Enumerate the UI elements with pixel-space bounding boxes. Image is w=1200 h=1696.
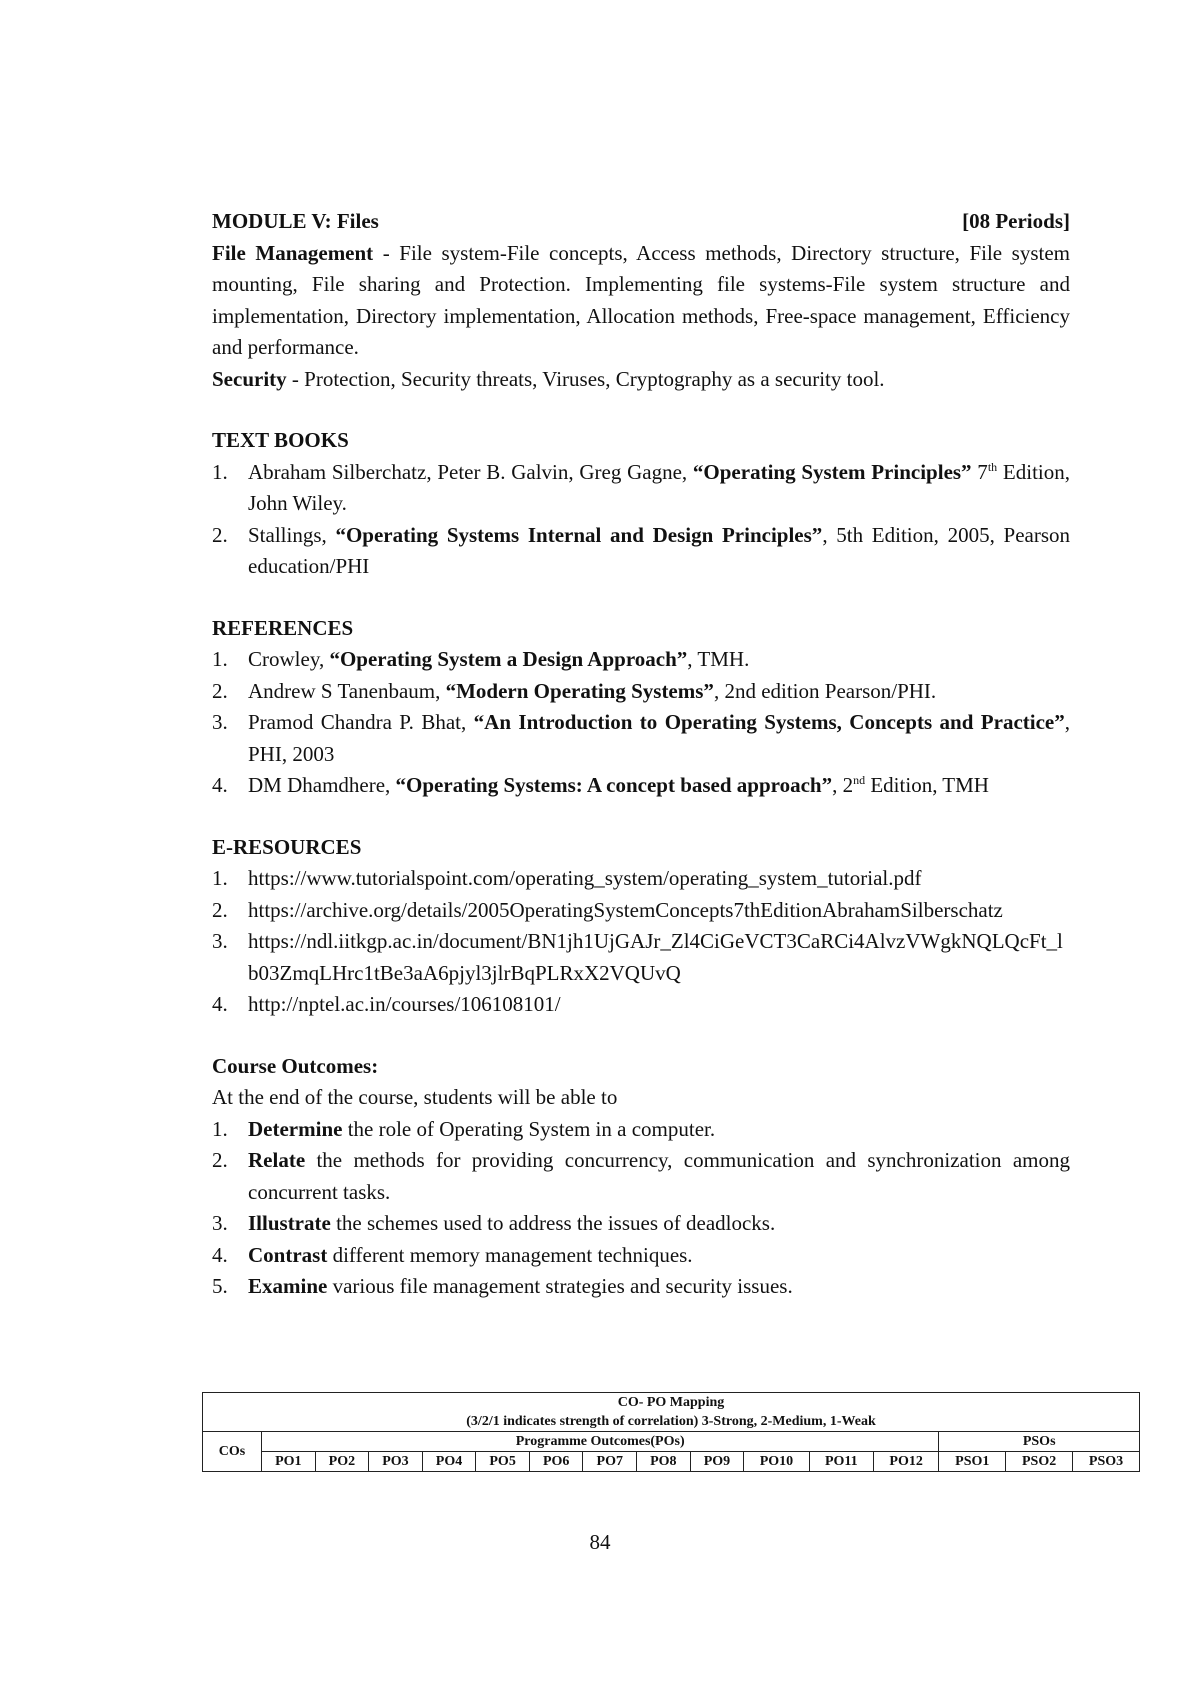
module-title: MODULE V: Files bbox=[212, 209, 379, 233]
course-outcome-verb: Relate bbox=[248, 1148, 306, 1172]
reference-superscript: nd bbox=[853, 773, 866, 787]
references-heading: REFERENCES bbox=[212, 615, 354, 640]
reference-number: 1. bbox=[212, 647, 228, 671]
po-column-header: PO10 bbox=[744, 1452, 810, 1472]
course-outcome-text: the schemes used to address the issues of deadlocks. bbox=[330, 1211, 776, 1235]
reference-authors: Andrew S Tanenbaum, bbox=[248, 678, 446, 703]
reference-number: 2. bbox=[212, 678, 228, 703]
text-books-list bbox=[212, 457, 1070, 583]
course-outcome-number: 4. bbox=[212, 1242, 228, 1267]
text-book-superscript: th bbox=[987, 459, 998, 474]
reference-item bbox=[212, 707, 1070, 770]
text-book-details: , 5th Edition, 2005, Pearson education/PHI bbox=[248, 522, 1071, 578]
po-column-header: PO7 bbox=[583, 1452, 637, 1472]
text-book-details: 7 bbox=[971, 459, 988, 484]
e-resource-item bbox=[212, 895, 1070, 927]
course-outcome-text: various file management strategies and security issues. bbox=[327, 1274, 793, 1298]
e-resource-number: 3. bbox=[212, 929, 228, 953]
reference-details: , TMH. bbox=[687, 647, 750, 671]
reference-details: , 2nd edition Pearson/PHI. bbox=[713, 678, 937, 703]
course-outcome-item bbox=[212, 1240, 1070, 1272]
page-number: 84 bbox=[589, 1530, 611, 1554]
reference-item bbox=[212, 770, 1070, 802]
course-outcome-number: 3. bbox=[212, 1211, 228, 1235]
course-outcome-verb: Illustrate bbox=[248, 1211, 331, 1235]
reference-item bbox=[212, 676, 1070, 708]
text-books-section bbox=[212, 425, 1070, 583]
course-outcomes-heading: Course Outcomes: bbox=[212, 1053, 379, 1078]
po-column-header: PO11 bbox=[809, 1452, 873, 1472]
module-periods: [08 Periods] bbox=[962, 209, 1070, 233]
document-body bbox=[212, 206, 1070, 1303]
pso-group-header: PSOs bbox=[939, 1432, 1140, 1452]
mapping-table-title: CO- PO Mapping bbox=[617, 1395, 725, 1410]
e-resources-list bbox=[212, 863, 1070, 1021]
reference-item bbox=[212, 644, 1070, 676]
security-paragraph bbox=[212, 364, 1070, 396]
co-po-mapping-table bbox=[202, 1392, 1140, 1472]
po-column-header: PO12 bbox=[873, 1452, 939, 1472]
references-section bbox=[212, 613, 1070, 802]
po-column-header: PO3 bbox=[369, 1452, 423, 1472]
mapping-table-subtitle: (3/2/1 indicates strength of correlation) 3-Strong, 2-Medium, 1-Weak bbox=[466, 1414, 876, 1429]
pso-column-header: PSO2 bbox=[1006, 1452, 1073, 1472]
e-resource-url: https://ndl.iitkgp.ac.in/document/BN1jh1UjGAJr_Zl4CiGeVCT3CaRCi4AlvzVWgkNQLQcFt_lb03ZmqLHrc1tBe3aA6pjyl3jlrBqPLRxX2VQUvQ bbox=[248, 929, 1063, 985]
pso-column-header: PSO1 bbox=[939, 1452, 1006, 1472]
pso-column-header: PSO3 bbox=[1073, 1452, 1140, 1472]
e-resource-url: https://www.tutorialspoint.com/operating_system/operating_system_tutorial.pdf bbox=[248, 866, 922, 890]
reference-details-end: Edition, TMH bbox=[865, 773, 989, 797]
po-column-header: PO4 bbox=[422, 1452, 476, 1472]
e-resource-number: 1. bbox=[212, 866, 228, 890]
text-books-heading: TEXT BOOKS bbox=[212, 428, 349, 452]
reference-authors: DM Dhamdhere, bbox=[248, 773, 396, 797]
file-management-paragraph bbox=[212, 238, 1070, 364]
reference-book-title: “An Introduction to Operating Systems, Concepts and Practice” bbox=[473, 710, 1065, 734]
text-book-authors: Abraham Silberchatz, Peter B. Galvin, Greg Gagne, bbox=[248, 459, 693, 484]
course-outcomes-intro: At the end of the course, students will be able to bbox=[212, 1085, 618, 1109]
reference-book-title: “Operating Systems: A concept based approach” bbox=[395, 773, 833, 797]
reference-details: , PHI, 2003 bbox=[248, 710, 1071, 766]
module-header bbox=[212, 206, 1070, 238]
course-outcome-text: the role of Operating System in a computer. bbox=[342, 1116, 716, 1141]
po-column-header: PO8 bbox=[637, 1452, 691, 1472]
security-label: Security bbox=[212, 366, 287, 391]
course-outcome-item bbox=[212, 1271, 1070, 1303]
po-group-header: Programme Outcomes(POs) bbox=[262, 1432, 939, 1452]
po-column-header: PO5 bbox=[476, 1452, 530, 1472]
course-outcome-number: 2. bbox=[212, 1148, 228, 1172]
security-text: - Protection, Security threats, Viruses, Cryptography as a security tool. bbox=[286, 366, 885, 391]
text-book-number: 1. bbox=[212, 459, 228, 484]
po-column-header: PO6 bbox=[529, 1452, 583, 1472]
text-book-item bbox=[212, 520, 1070, 583]
course-outcomes-section bbox=[212, 1051, 1070, 1303]
course-outcome-item bbox=[212, 1208, 1070, 1240]
reference-book-title: “Operating System a Design Approach” bbox=[329, 647, 688, 671]
cos-header-cell: COs bbox=[203, 1432, 262, 1472]
reference-book-title: “Modern Operating Systems” bbox=[445, 678, 714, 703]
e-resources-heading: E-RESOURCES bbox=[212, 834, 362, 859]
e-resources-section bbox=[212, 832, 1070, 1021]
reference-details: , 2 bbox=[832, 773, 854, 797]
course-outcome-verb: Examine bbox=[248, 1274, 328, 1298]
course-outcome-item bbox=[212, 1145, 1070, 1208]
text-book-book-title: “Operating Systems Internal and Design Principles” bbox=[335, 522, 823, 547]
course-outcome-verb: Determine bbox=[248, 1116, 343, 1141]
course-outcomes-list bbox=[212, 1114, 1070, 1303]
po-column-header: PO1 bbox=[262, 1452, 316, 1472]
e-resource-item bbox=[212, 863, 1070, 895]
course-outcome-text: the methods for providing concurrency, communication and synchronization among concurrent tasks. bbox=[248, 1148, 1070, 1204]
course-outcome-number: 5. bbox=[212, 1274, 228, 1298]
column-header-row bbox=[203, 1452, 1140, 1472]
mapping-table-title-cell bbox=[203, 1393, 1140, 1432]
e-resource-url: http://nptel.ac.in/courses/106108101/ bbox=[248, 992, 561, 1016]
course-outcome-text: different memory management techniques. bbox=[327, 1242, 693, 1267]
e-resource-number: 2. bbox=[212, 897, 228, 922]
text-book-item bbox=[212, 457, 1070, 520]
reference-authors: Pramod Chandra P. Bhat, bbox=[248, 710, 474, 734]
reference-number: 4. bbox=[212, 773, 228, 797]
e-resource-url: https://archive.org/details/2005OperatingSystemConcepts7thEditionAbrahamSilberschatz bbox=[248, 897, 1003, 922]
course-outcome-verb: Contrast bbox=[248, 1242, 328, 1267]
e-resource-number: 4. bbox=[212, 992, 228, 1016]
po-column-header: PO2 bbox=[315, 1452, 369, 1472]
course-outcome-number: 1. bbox=[212, 1116, 228, 1141]
file-management-label: File Management bbox=[212, 240, 374, 265]
course-outcome-item bbox=[212, 1114, 1070, 1146]
e-resource-item bbox=[212, 989, 1070, 1021]
text-book-details-end: Edition, John Wiley. bbox=[248, 459, 1070, 515]
file-management-text: - File system-File concepts, Access methods, Directory structure, File system mounting, File sharing and Protection. Implementing file systems-File system structure and implementation, Directory implementation, Allocation methods, Free-space management, Efficiency and performance. bbox=[212, 240, 1071, 359]
text-book-authors: Stallings, bbox=[248, 522, 336, 547]
e-resource-item bbox=[212, 926, 1070, 989]
po-column-header: PO9 bbox=[690, 1452, 744, 1472]
text-book-number: 2. bbox=[212, 522, 228, 547]
reference-authors: Crowley, bbox=[248, 647, 330, 671]
reference-number: 3. bbox=[212, 710, 228, 734]
references-list bbox=[212, 644, 1070, 802]
text-book-book-title: “Operating System Principles” bbox=[692, 459, 972, 484]
